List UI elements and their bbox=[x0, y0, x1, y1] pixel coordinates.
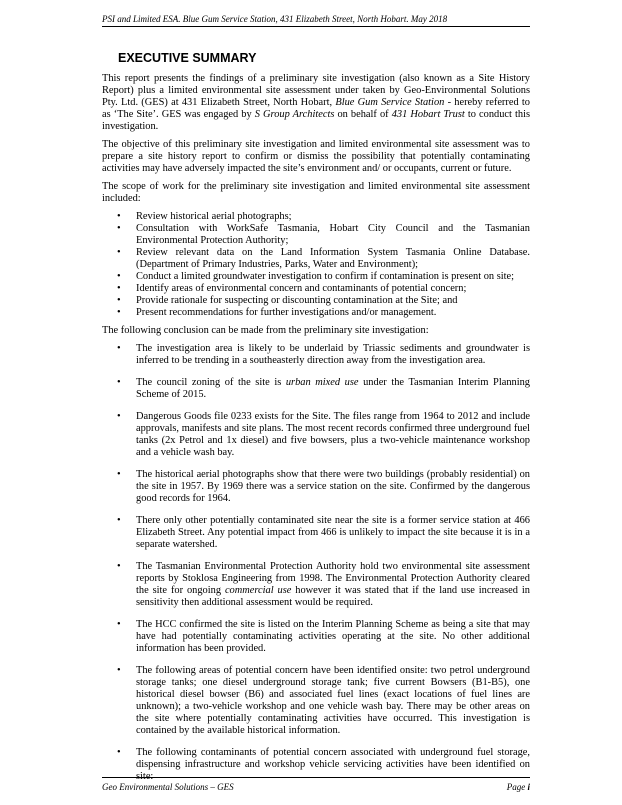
objective-paragraph: The objective of this preliminary site investigation and limited environmental site assessment was to prepare a site history report to confirm or dismiss the possibility that potentially contaminating activities may have adversely impacted the site’s environment and/ or occupants, current or future. bbox=[102, 139, 530, 174]
list-item: • The historical aerial photographs show that there were two buildings (probably residential) on the site in 1957. By 1969 there was a service station on the site. Confirmed by the dangerous good records for 1964. bbox=[102, 469, 530, 505]
list-item: • Review relevant data on the Land Information System Tasmania Online Database. (Department of Primary Industries, Parks, Water and Environment); bbox=[102, 247, 530, 271]
list-item: • Provide rationale for suspecting or discounting contamination at the Site; and bbox=[102, 295, 530, 307]
section-title: EXECUTIVE SUMMARY bbox=[118, 51, 257, 65]
list-item: • The council zoning of the site is urban mixed use under the Tasmanian Interim Planning Scheme of 2015. bbox=[102, 377, 530, 401]
list-item: • The HCC confirmed the site is listed on the Interim Planning Scheme as being a site that may have had potentially contaminating activities operating at the site. No other additional information has been provided. bbox=[102, 619, 530, 655]
intro-paragraph: This report presents the findings of a preliminary site investigation (also known as a Site History Report) plus a limited environmental site assessment under taken by Geo-Environmental Solutions Pty. Ltd. (GES) at 431 Elizabeth Street, North Hobart, Blue Gum Service Station - hereby referred to as ‘The Site’. GES was engaged by S Group Architects on behalf of 431 Hobart Trust to conduct this investigation. bbox=[102, 73, 530, 132]
list-item: • The following areas of potential concern have been identified onsite: two petrol underground storage tanks; one diesel underground storage tank; five current Bowsers (B1-B5), one historical diesel bowser (B6) and associated fuel lines (exact locations of fuel lines are unknown); a two-vehicle workshop and one vehicle wash bay. There may be other areas on the site where potentially contaminating activities have occurred. This investigation is contained by the available historical information. bbox=[102, 665, 530, 737]
list-item: • There only other potentially contaminated site near the site is a former service station at 466 Elizabeth Street. Any potential impact from 466 is unlikely to impact the site because it is in a separate watershed. bbox=[102, 515, 530, 551]
page-footer bbox=[102, 782, 530, 793]
footer-rule bbox=[102, 777, 530, 778]
page-number: Page i bbox=[506, 782, 530, 792]
list-item: • Conduct a limited groundwater investigation to confirm if contamination is present on site; bbox=[102, 271, 530, 283]
footer-company: Geo Environmental Solutions – GES bbox=[102, 782, 234, 792]
list-item: • Consultation with WorkSafe Tasmania, Hobart City Council and the Tasmanian Environmental Protection Authority; bbox=[102, 223, 530, 247]
list-item: • The following contaminants of potential concern associated with underground fuel storage, dispensing infrastructure and workshop vehicle servicing activities have been identified on site: bbox=[102, 747, 530, 783]
list-item: • Identify areas of environmental concern and contaminants of potential concern; bbox=[102, 283, 530, 295]
header-rule bbox=[102, 26, 530, 27]
scope-intro-paragraph: The scope of work for the preliminary site investigation and limited environmental site assessment included: bbox=[102, 181, 530, 204]
list-item: • Dangerous Goods file 0233 exists for the Site. The files range from 1964 to 2012 and include approvals, manifests and site plans. The most recent records confirmed three underground fuel tanks (2x Petrol and 1x diesel) and five bowsers, plus a two-vehicle maintenance workshop and a vehicle wash bay. bbox=[102, 411, 530, 459]
list-item: • The investigation area is likely to be underlaid by Triassic sediments and groundwater is inferred to be trending in a southeasterly direction away from the investigation area. bbox=[102, 343, 530, 367]
list-item: • Present recommendations for further investigations and/or management. bbox=[102, 307, 530, 319]
conclusion-intro-paragraph: The following conclusion can be made from the preliminary site investigation: bbox=[102, 325, 429, 336]
list-item: • Review historical aerial photographs; bbox=[102, 211, 530, 223]
list-item: • The Tasmanian Environmental Protection Authority hold two environmental site assessment reports by Stoklosa Engineering from 1998. The Environmental Protection Authority cleared the site for ongoing commercial use however it was stated that if the land use increased in sensitivity then additional assessment would be required. bbox=[102, 561, 530, 609]
running-header: PSI and Limited ESA. Blue Gum Service Station, 431 Elizabeth Street, North Hobart. May 2018 bbox=[102, 14, 448, 24]
conclusion-list bbox=[102, 343, 530, 783]
document-body bbox=[102, 51, 530, 793]
scope-list bbox=[102, 211, 530, 319]
